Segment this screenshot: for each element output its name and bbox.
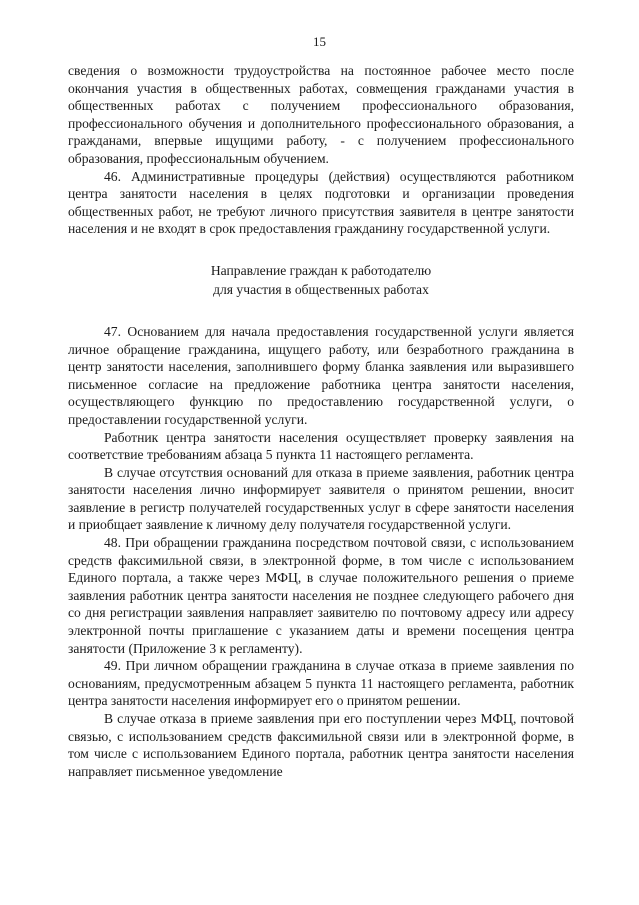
document-body xyxy=(68,62,574,780)
section-heading-line-1: Направление граждан к работодателю xyxy=(210,262,432,278)
paragraph-48: 48. При обращении гражданина посредством почтовой связи, с использованием средств факсимильной связи, в электронной форме, в том числе с использованием Единого портала, а также через МФЦ, в случае положительного решения о приеме заявления работник центра занятости населения не позднее следующего рабочего дня со дня регистрации заявления направляет заявителю по почтовому адресу или адресу электронной почты приглашение с указанием даты и времени посещения центра занятости (Приложение 3 к регламенту). xyxy=(68,535,574,656)
paragraph-47-check: Работник центра занятости населения осуществляет проверку заявления на соответствие требованиям абзаца 5 пункта 11 настоящего регламента. xyxy=(68,429,574,463)
paragraph-46: 46. Административные процедуры (действия) осуществляются работником центра занятости населения в целях подготовки и организации проведения общественных работ, не требуют личного присутствия заявителя в центре занятости населения и не входят в срок предоставления гражданину государственной услуги. xyxy=(68,168,574,237)
paragraph-employment-info: сведения о возможности трудоустройства на постоянное рабочее место после окончания участия в общественных работах, совмещения гражданами участия в общественных работах с получением профессионального образования, профессионального обучения и дополнительного профессионального образования, а гражданами, впервые ищущими работу, - с получением профессионального образования, профессиональным обучением. xyxy=(68,63,574,166)
paragraph-47-no-refusal: В случае отсутствия оснований для отказа в приеме заявления, работник центра занятости населения лично информирует заявителя о принятом решении, вносит заявление в регистр получателей государственных услуг в сфере занятости населения и приобщает заявление к личному делу получателя государственной услуги. xyxy=(68,464,574,533)
paragraph-49: 49. При личном обращении гражданина в случае отказа в приеме заявления по основаниям, предусмотренным абзацем 5 пункта 11 настоящего регламента, работник центра занятости населения информирует его о принятом решении. xyxy=(68,658,574,709)
page-number: 15 xyxy=(313,34,326,49)
section-heading-line-2: для участия в общественных работах xyxy=(213,281,429,297)
paragraph-47: 47. Основанием для начала предоставления государственной услуги является личное обращение гражданина, ищущего работу, или безработного гражданина в центр занятости населения, заполнившего форму бланка заявления или выразившего письменное согласие на предложение работника центра занятости населения, осуществляющего функцию по предоставлению государственной услуги, о предоставлении государственной услуги. xyxy=(68,323,574,427)
section-heading xyxy=(68,261,574,299)
paragraph-49-refusal-mfc: В случае отказа в приеме заявления при его поступлении через МФЦ, почтовой связью, с использованием средств факсимильной связи или в электронной форме, в том числе с использованием Единого портала, работник центра занятости населения направляет письменное уведомление xyxy=(68,711,574,779)
